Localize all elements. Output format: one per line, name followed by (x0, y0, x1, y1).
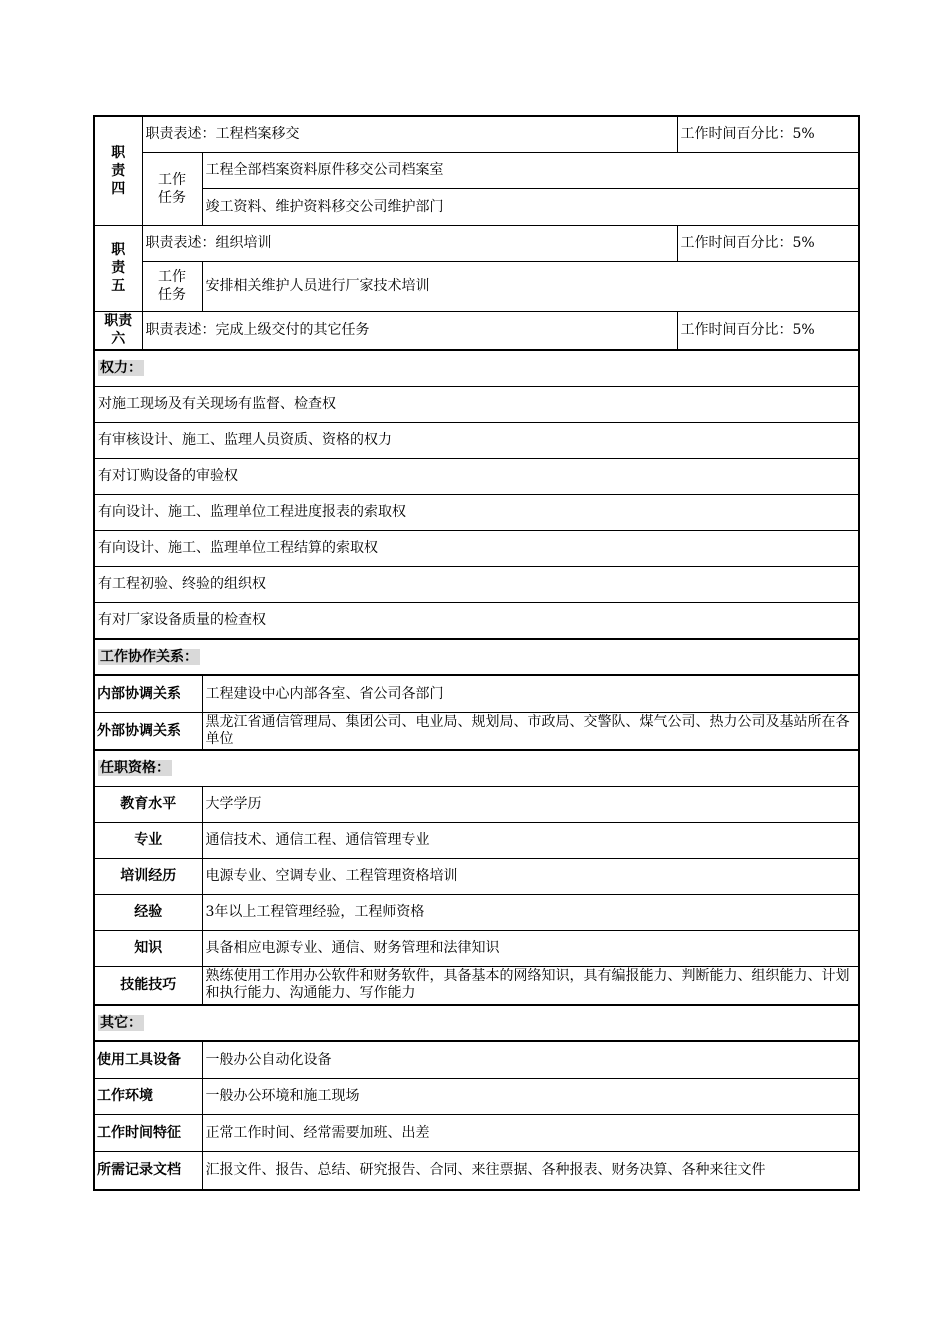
qualification-row (94, 858, 859, 894)
qualification-label: 技能技巧 (94, 966, 202, 1005)
other-row (94, 1114, 859, 1151)
other-label: 所需记录文档 (94, 1151, 202, 1190)
qualification-label: 知识 (94, 930, 202, 966)
power-item: 有对订购设备的审验权 (94, 458, 859, 494)
duty-4-time-pct: 工作时间百分比：5% (677, 116, 859, 152)
relation-value: 工程建设中心内部各室、省公司各部门 (202, 675, 859, 712)
duty-5-description-row (94, 225, 859, 261)
duty-4-description-row (94, 116, 859, 152)
power-row (94, 494, 859, 530)
job-description-table (93, 115, 860, 1191)
duty-5-task-row (94, 261, 859, 311)
qualification-value: 熟练使用工作用办公软件和财务软件，具备基本的网络知识，具有编报能力、判断能力、组织能力、计划和执行能力、沟通能力、写作能力 (202, 966, 859, 1005)
power-row (94, 602, 859, 639)
other-label: 使用工具设备 (94, 1041, 202, 1078)
duty-5-description: 职责表述：组织培训 (142, 225, 677, 261)
other-heading: 其它： (94, 1005, 859, 1041)
duty-4-description: 职责表述：工程档案移交 (142, 116, 677, 152)
qualifications-heading: 任职资格： (94, 750, 859, 786)
job-description-page (93, 115, 858, 1191)
qualification-value: 大学学历 (202, 786, 859, 822)
power-row (94, 530, 859, 566)
duty-5-time-pct: 工作时间百分比：5% (677, 225, 859, 261)
qualification-row (94, 822, 859, 858)
power-row (94, 386, 859, 422)
power-item: 有工程初验、终验的组织权 (94, 566, 859, 602)
other-row (94, 1078, 859, 1114)
duty-5-label: 职 责 五 (94, 225, 142, 311)
duty-6-time-pct: 工作时间百分比：5% (677, 311, 859, 350)
other-label: 工作环境 (94, 1078, 202, 1114)
duty-5-task-label: 工作 任务 (142, 261, 202, 311)
qualification-row (94, 894, 859, 930)
qualification-label: 经验 (94, 894, 202, 930)
relations-heading-row (94, 639, 859, 675)
power-item: 有审核设计、施工、监理人员资质、资格的权力 (94, 422, 859, 458)
duty-5-task-1: 安排相关维护人员进行厂家技术培训 (202, 261, 859, 311)
qualification-value: 3年以上工程管理经验，工程师资格 (202, 894, 859, 930)
duty-4-task-row (94, 188, 859, 225)
qualification-value: 电源专业、空调专业、工程管理资格培训 (202, 858, 859, 894)
qualification-label: 教育水平 (94, 786, 202, 822)
qualification-value: 具备相应电源专业、通信、财务管理和法律知识 (202, 930, 859, 966)
power-item: 有向设计、施工、监理单位工程结算的索取权 (94, 530, 859, 566)
other-value: 一般办公环境和施工现场 (202, 1078, 859, 1114)
relation-row (94, 712, 859, 750)
powers-heading-row (94, 350, 859, 386)
power-item: 有对厂家设备质量的检查权 (94, 602, 859, 639)
other-row (94, 1041, 859, 1078)
qualification-label: 专业 (94, 822, 202, 858)
power-row (94, 422, 859, 458)
other-value: 一般办公自动化设备 (202, 1041, 859, 1078)
power-row (94, 458, 859, 494)
duty-4-task-2: 竣工资料、维护资料移交公司维护部门 (202, 188, 859, 225)
power-row (94, 566, 859, 602)
relation-row (94, 675, 859, 712)
relation-label: 内部协调关系 (94, 675, 202, 712)
other-value: 正常工作时间、经常需要加班、出差 (202, 1114, 859, 1151)
qualification-row (94, 786, 859, 822)
other-label: 工作时间特征 (94, 1114, 202, 1151)
duty-4-label: 职 责 四 (94, 116, 142, 225)
other-heading-row (94, 1005, 859, 1041)
duty-4-task-label: 工作 任务 (142, 152, 202, 225)
other-value: 汇报文件、报告、总结、研究报告、合同、来往票据、各种报表、财务决算、各种来往文件 (202, 1151, 859, 1190)
relations-heading: 工作协作关系： (94, 639, 859, 675)
duty-4-task-row (94, 152, 859, 188)
other-row (94, 1151, 859, 1190)
qualification-label: 培训经历 (94, 858, 202, 894)
qualification-value: 通信技术、通信工程、通信管理专业 (202, 822, 859, 858)
powers-heading: 权力： (94, 350, 859, 386)
power-item: 有向设计、施工、监理单位工程进度报表的索取权 (94, 494, 859, 530)
power-item: 对施工现场及有关现场有监督、检查权 (94, 386, 859, 422)
relation-value: 黑龙江省通信管理局、集团公司、电业局、规划局、市政局、交警队、煤气公司、热力公司及基站所在各单位 (202, 712, 859, 750)
duty-4-task-1: 工程全部档案资料原件移交公司档案室 (202, 152, 859, 188)
qualification-row (94, 930, 859, 966)
qualifications-heading-row (94, 750, 859, 786)
duty-6-description-row (94, 311, 859, 350)
duty-6-description: 职责表述：完成上级交付的其它任务 (142, 311, 677, 350)
qualification-row (94, 966, 859, 1005)
relation-label: 外部协调关系 (94, 712, 202, 750)
duty-6-label: 职责 六 (94, 311, 142, 350)
